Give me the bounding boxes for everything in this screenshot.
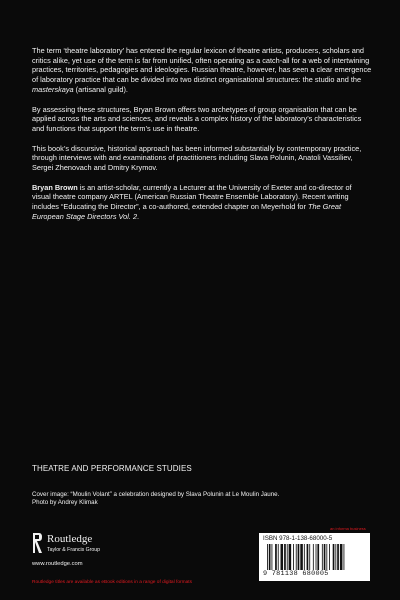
barcode-panel xyxy=(259,533,370,581)
cover-credit xyxy=(32,491,362,507)
isbn-label: ISBN 978-1-138-68000-5 xyxy=(263,535,333,542)
informa-tag: an informa business xyxy=(330,526,366,531)
publisher-logo xyxy=(32,531,142,559)
blurb-paragraph-3: This book’s discursive, historical approach has been informed substantially by contemporary practice, through interviews with and examinations of practitioners including Slava Polunin, Anatoli Vassiliev, Sergei Zhenovach and Dmitry Krymov. xyxy=(32,143,362,173)
isbn-digits: 9 781138 680005 xyxy=(263,570,329,578)
blurb-paragraph-1: The term ‘theatre laboratory’ has entered the regular lexicon of theatre artists, producers, scholars and critics alike, yet use of the term is far from unified, often operating as a catch-all for a web of intertwining practices, territories, pedagogies and ideologies. Russian theatre, however, has seen a clear emergence of laboratory practice that can be divided into two distinct organisational structures: the studio and the masterskaya (artisanal guild). xyxy=(32,46,372,94)
book-title-reference: The Great European Stage Directors Vol. 2 xyxy=(32,202,342,221)
publisher-name: Routledge xyxy=(47,533,93,545)
photo-credit-line: Photo by Andrey Klimak xyxy=(32,499,98,507)
blurb-paragraph-2: By assessing these structures, Bryan Brown offers two archetypes of group organisation that can be applied across the arts and sciences, and reveals a complex history of the laboratory’s characteristics and functions that support the term’s use in theatre. xyxy=(32,104,362,133)
term-masterskaya: masterskaya xyxy=(32,84,74,94)
publisher-website[interactable]: www.routledge.com xyxy=(32,561,83,567)
author-bio: Bryan Brown is an artist-scholar, currently a Lecturer at the University of Exeter and co-director of visual theatre company ARTEL (American Russian Theatre Ensemble Laboratory). Recent writing includes “Educating the Director”, a co-authored, extended chapter on Meyerhold for The Great European Stage Directors Vol. 2. xyxy=(32,182,352,221)
cover-credit-line: Cover image: “Moulin Volant” a celebration designed by Slava Polunin at Le Moulin Jaune. xyxy=(32,491,280,498)
blurb xyxy=(32,46,372,232)
routledge-logo-icon xyxy=(32,531,44,555)
series-label: THEATRE AND PERFORMANCE STUDIES xyxy=(32,464,192,473)
publisher-group: Taylor & Francis Group xyxy=(47,547,101,553)
barcode-icon xyxy=(267,544,367,570)
ebook-note: Routledge titles are available as eBook editions in a range of digital formats xyxy=(32,580,192,585)
author-name: Bryan Brown xyxy=(32,182,78,192)
